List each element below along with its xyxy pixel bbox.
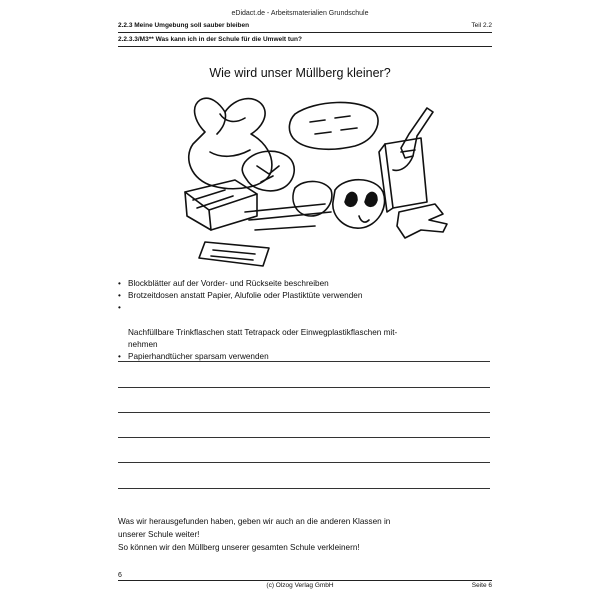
paragraph-line: So können wir den Müllberg unserer gesamten Schule verkleinern!	[118, 543, 360, 553]
closing-paragraph	[118, 515, 498, 555]
writing-line[interactable]	[118, 462, 490, 463]
subsection-title: 2.2.3.3/M3** Was kann ich in der Schule für die Umwelt tun?	[118, 36, 302, 43]
part-label: Teil 2.2	[471, 22, 492, 29]
footer-divider	[118, 580, 492, 581]
publisher-credit: (c) Olzog Verlag GmbH	[266, 582, 334, 589]
section-header-row	[118, 22, 492, 29]
tips-list	[118, 278, 496, 363]
paragraph-line: Was wir herausgefunden haben, geben wir auch an die anderen Klassen in	[118, 517, 391, 526]
writing-line[interactable]	[118, 361, 490, 362]
subsection-divider	[118, 46, 492, 47]
bullet-icon: •	[118, 291, 121, 301]
paragraph-line: unserer Schule weiter!	[118, 530, 200, 540]
trash-pile-drawing	[165, 92, 455, 272]
bullet-icon: •	[118, 352, 121, 362]
bullet-icon: •	[118, 279, 121, 288]
writing-line[interactable]	[118, 437, 490, 438]
worksheet-title: Wie wird unser Müllberg kleiner?	[209, 66, 391, 80]
section-title: 2.2.3 Meine Umgebung soll sauber bleiben	[118, 22, 250, 29]
writing-line[interactable]	[118, 387, 490, 388]
list-item: • Brotzeitdosen anstatt Papier, Alufolie oder Plastiktüte verwenden	[118, 290, 496, 302]
writing-line[interactable]	[118, 412, 490, 413]
writing-line[interactable]	[118, 488, 490, 489]
list-item: • Papierhandtücher sparsam verwenden	[118, 351, 496, 363]
bullet-icon: •	[118, 303, 121, 313]
header-divider	[118, 32, 492, 33]
page-number: Seite 6	[471, 582, 492, 589]
footer-number: 6	[118, 572, 122, 579]
list-item: • Blockblätter auf der Vorder- und Rückseite beschreiben	[118, 278, 496, 290]
site-header: eDidact.de - Arbeitsmaterialien Grundschule	[231, 10, 369, 17]
list-item: • Nachfüllbare Trinkflaschen statt Tetrapack oder Einwegplastikflaschen mit- nehmen	[118, 303, 398, 350]
